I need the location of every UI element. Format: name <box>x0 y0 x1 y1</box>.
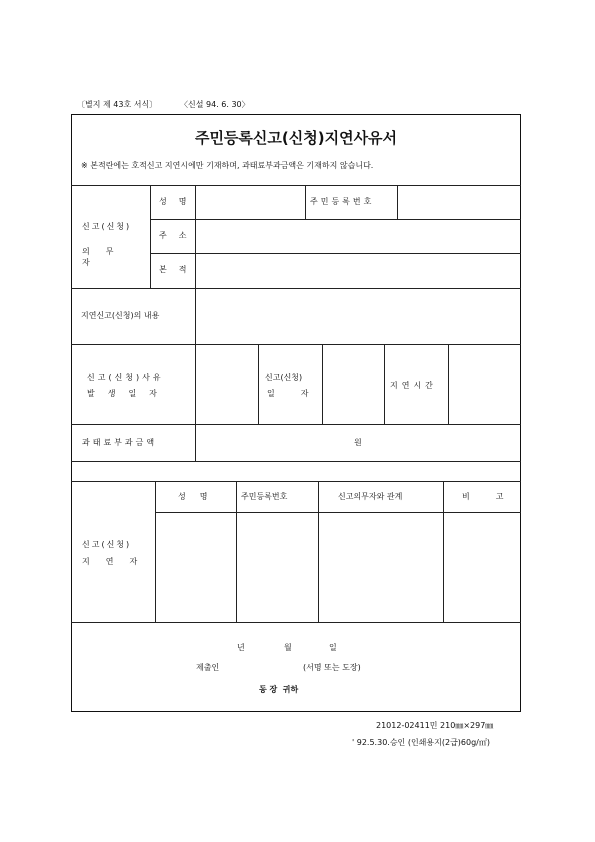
approval-note: ' 92.5.30.승인 (인쇄용지(2급)60g/㎡) <box>352 738 490 747</box>
col-relation-header: 신고의무자와 관계 <box>338 492 403 501</box>
fine-unit: 원 <box>354 438 362 447</box>
form-code: 21012-02411민 210㎜×297㎜ <box>376 721 494 730</box>
sign-hint: (서명 또는 도장) <box>303 663 361 672</box>
col-rrn-header: 주민등록번호 <box>241 492 288 501</box>
delay-content-label: 지연신고(신청)의 내용 <box>81 311 160 320</box>
delay-period-label: 지연시간 <box>390 381 437 390</box>
address-label: 주소 <box>159 231 199 240</box>
reason-date-label-2: 발생일자 <box>87 389 170 398</box>
revision-date: 〈신설 94. 6. 30〉 <box>180 100 250 109</box>
delayer-group-label-2: 지연자 <box>82 557 154 566</box>
fine-amount-label: 과태료부과금액 <box>82 438 158 447</box>
name-label: 성명 <box>159 197 199 206</box>
addressee: 동 장 귀하 <box>259 685 299 694</box>
date-month: 월 <box>284 643 292 652</box>
delayer-group-label-1: 신고(신청) <box>82 540 132 549</box>
form-number-label: 〔별지 제 43호 서식〕 <box>77 100 158 109</box>
domicile-label: 본적 <box>159 265 199 274</box>
rrn-label: 주민등록번호 <box>310 197 375 206</box>
filing-date-label-2: 일자 <box>267 389 335 398</box>
filing-date-label-1: 신고(신청) <box>265 373 303 382</box>
date-day: 일 <box>329 643 337 652</box>
form-title: 주민등록신고(신청)지연사유서 <box>194 129 398 147</box>
date-year: 년 <box>237 643 245 652</box>
form-notice: ※ 본적란에는 호적신고 지연시에만 기재하며, 과태료부과금액은 기재하지 않습니다. <box>81 161 374 170</box>
obligor-group-label: 신고(신청) <box>82 222 132 231</box>
reason-date-label-1: 신고(신청)사유 <box>87 373 164 382</box>
col-name-header: 성명 <box>178 492 222 501</box>
submitter-label: 제출인 <box>196 663 220 672</box>
col-note-header: 비고 <box>462 492 530 501</box>
obligor-group-label-2: 의무자 <box>82 247 130 267</box>
